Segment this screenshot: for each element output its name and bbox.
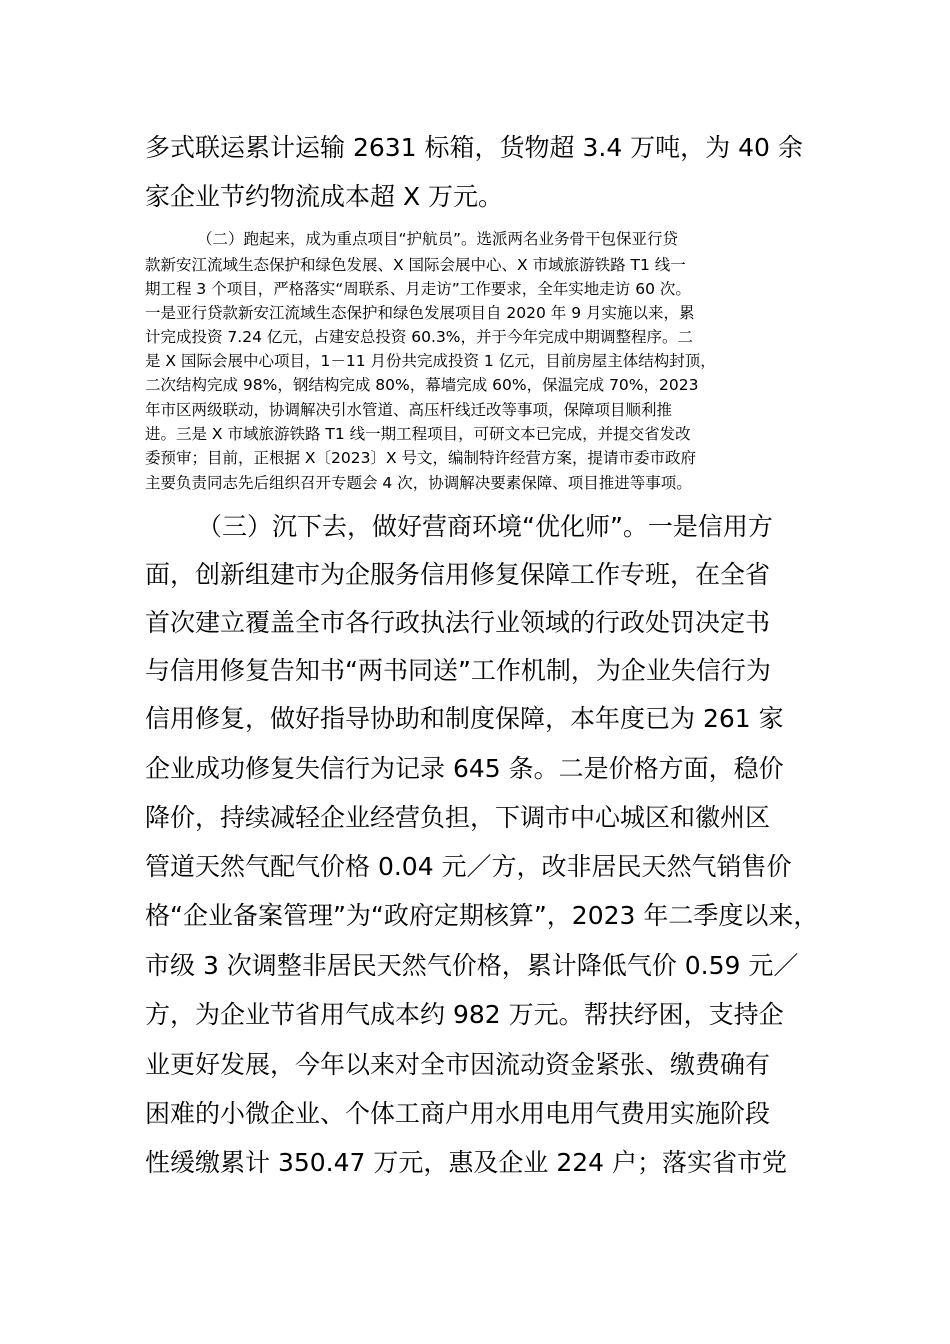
text-line: 困难的小微企业、个体工商户用水用电用气费用实施阶段 <box>145 1099 771 1128</box>
text-line: 面，创新组建市为企服务信用修复保障工作专班，在全省 <box>145 560 771 589</box>
text-line: 进。三是 X 市域旅游铁路 T1 线一期工程项目，可研文本已完成，并提交省发改 <box>145 425 691 443</box>
text-line: 委预审；目前，正根据 X〔2023〕X 号文，编制特许经营方案，提请市委市政府 <box>145 449 697 467</box>
text-line: （二）跑起来，成为重点项目“护航员”。选派两名业务骨干包保亚行贷 <box>197 230 679 248</box>
text-line: 降价，持续减轻企业经营负担，下调市中心城区和徽州区 <box>145 803 771 832</box>
text-line: 与信用修复告知书“两书同送”工作机制，为企业失信行为 <box>145 656 771 685</box>
text-line: 市级 3 次调整非居民天然气价格，累计降低气价 0.59 元／ <box>145 951 799 980</box>
text-line: 企业成功修复失信行为记录 645 条。二是价格方面，稳价 <box>145 754 784 783</box>
text-line: 是 X 国际会展中心项目，1－11 月份共完成投资 1 亿元，目前房屋主体结构封顶， <box>145 352 716 370</box>
text-line: 计完成投资 7.24 亿元，占建安总投资 60.3%，并于今年完成中期调整程序。二 <box>145 328 694 346</box>
text-line: 二次结构完成 98%，钢结构完成 80%，幕墙完成 60%，保温完成 70%，2023 <box>145 376 699 394</box>
text-line: 业更好发展，今年以来对全市因流动资金紧张、缴费确有 <box>145 1050 771 1079</box>
text-line: 信用修复，做好指导协助和制度保障，本年度已为 261 家 <box>145 704 784 733</box>
text-line: 款新安江流域生态保护和绿色发展、X 国际会展中心、X 市域旅游铁路 T1 线一 <box>145 256 686 274</box>
text-line: （三）沉下去，做好营商环境“优化师”。一是信用方 <box>197 512 773 541</box>
text-line: 首次建立覆盖全市各行政执法行业领域的行政处罚决定书 <box>145 608 771 637</box>
text-line: 管道天然气配气价格 0.04 元／方，改非居民天然气销售价 <box>145 852 792 881</box>
text-line: 期工程 3 个项目，严格落实“周联系、月走访”工作要求，全年实地走访 60 次。 <box>145 280 691 298</box>
text-line: 方，为企业节省用气成本约 982 万元。帮扶纾困，支持企 <box>145 1000 784 1029</box>
text-line: 一是亚行贷款新安江流域生态保护和绿色发展项目自 2020 年 9 月实施以来，累 <box>145 304 695 322</box>
text-line: 家企业节约物流成本超 X 万元。 <box>145 182 504 211</box>
text-line: 年市区两级联动，协调解决引水管道、高压杆线迁改等事项，保障项目顺利推 <box>145 401 673 419</box>
text-line: 主要负责同志先后组织召开专题会 4 次，协调解决要素保障、项目推进等事项。 <box>145 474 692 492</box>
text-line: 格“企业备案管理”为“政府定期核算”，2023 年二季度以来， <box>145 901 819 930</box>
text-line: 性缓缴累计 350.47 万元，惠及企业 224 户；落实省市党 <box>145 1148 787 1177</box>
text-line: 多式联运累计运输 2631 标箱，货物超 3.4 万吨，为 40 余 <box>145 133 803 162</box>
